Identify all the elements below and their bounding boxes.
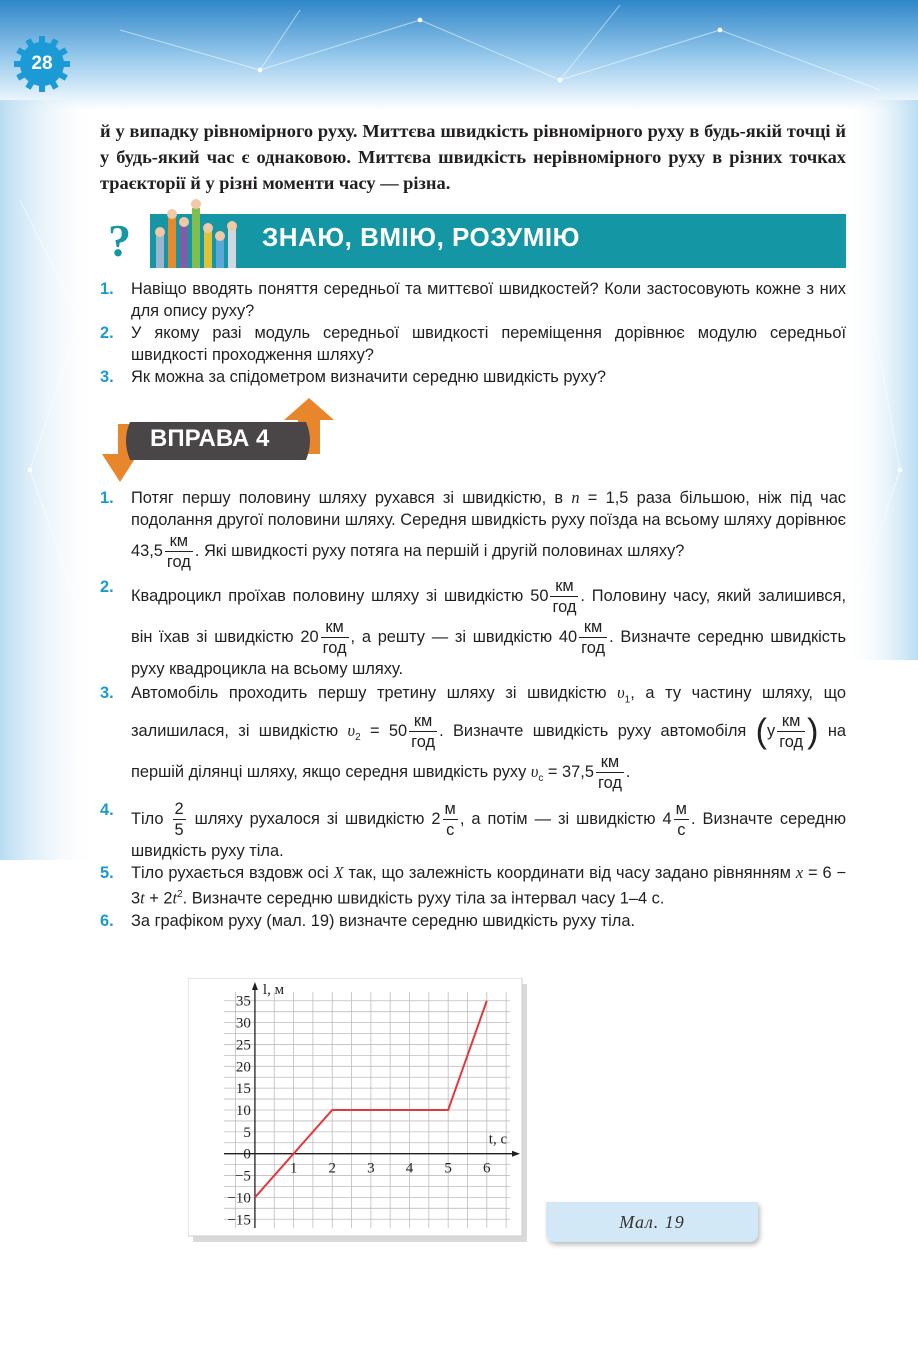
denominator: год [411,733,436,752]
question-text: Навіщо вводять поняття середньої та миттєвої швидкостей? Коли застосовують кожне з них для опису руху? [131,280,846,320]
numerator: 2 [174,800,184,819]
text: , а решту — зі швидкістю 40 [350,627,578,646]
text: . Визначте середню швидкість руху квадроцикла на всьому шляху. [131,627,846,678]
intro-paragraph: й у випадку рівномірного руху. Миттєва швидкість рівномірного руху в будь-якій точці й у будь-який час є однаковою. Миттєва швидкість нерівномірного руху в різних точках траєкторії й у різні моменти часу — різна. [100,121,846,193]
text: Потяг першу половину шляху рухався зі швидкістю, в [131,489,572,507]
variable: X [333,863,344,883]
y-tick-label: −5 [234,1168,251,1185]
y-axis-label: l, м [262,982,285,998]
x-tick-label: 2 [328,1160,336,1177]
text: Тіло [131,810,171,829]
unit-fraction [674,799,689,840]
y-tick-label: 25 [235,1037,251,1054]
exercise-item [100,862,846,909]
text: . Визначте середню швидкість руху тіла за інтервал часу 1–4 с. [182,889,665,908]
exercise-item [100,682,846,793]
exercise-number: 4. [100,801,114,820]
text: . Визначте швидкість руху автомобіля [439,722,756,741]
text: Автомобіль проходить першу третину шляху зі швидкістю [131,684,618,702]
y-tick-label: 35 [235,993,251,1010]
y-tick-label: 10 [235,1103,251,1119]
y-tick-label: 20 [235,1059,251,1076]
numerator: км [596,752,624,773]
exercise-item [100,799,846,862]
question-item [100,278,846,322]
x-axis-label: t, с [488,1131,508,1148]
figure-caption [546,1202,758,1242]
unit-fraction [321,617,349,658]
x-tick-label: 4 [405,1160,414,1177]
page-number-badge [14,36,70,92]
y-tick-label: −10 [227,1190,251,1207]
exercise-item [100,576,846,680]
unit-fraction [550,576,578,617]
text: у [766,722,776,741]
text: . Половину часу, який залишився, він їхав зі швидкістю 20 [131,586,847,646]
unit-fraction [596,752,624,793]
exercise-number: 6. [100,911,114,930]
unit-fraction [579,617,607,658]
text: За графіком руху (мал. 19) визначте середню швидкість руху тіла. [131,911,636,930]
text: = 50 [360,722,408,741]
text: Тіло рухається вздовж осі [131,864,334,883]
text: . [625,763,631,782]
raised-hands-icon [148,194,248,268]
y-tick-label: 5 [243,1124,251,1141]
x-tick-label: 6 [483,1160,491,1177]
subscript: с [538,773,544,785]
variable: υ [617,683,625,702]
text: , а ту частину шляху, що залишилася, зі швидкістю [131,684,846,741]
variable: t [172,888,178,908]
variable: n [571,488,580,507]
text: = 1,5 раза більшою, ніж під час подолання другої половини шляху. Середня швидкість руху поїзда на всьому шляху дорівнює 43,5 [131,489,847,560]
denominator: год [581,639,606,657]
exercise-item [100,487,846,572]
y-tick-label: 0 [243,1146,251,1163]
numerator: км [550,576,578,597]
numerator: км [321,617,349,638]
denominator: с [446,821,455,840]
denominator: год [552,598,577,616]
unit-fraction [443,799,458,840]
text: . Визначте середню швидкість руху тіла. [131,810,847,861]
y-tick-label: 30 [235,1015,251,1032]
question-number: 2. [100,324,114,342]
variable: x [795,863,804,883]
question-text: У якому разі модуль середньої швидкості переміщення дорівнює модулю середньої швидкості проходження шляху? [131,324,846,364]
exercise-number: 5. [100,864,114,883]
text: = 6 − 3 [131,864,847,908]
x-tick-label: 1 [289,1160,298,1177]
banner-question-bg [100,214,150,268]
text: . Які швидкості руху потяга на першій і другій половинах шляху? [194,541,685,560]
exercise-title: ВПРАВА 4 [150,425,270,452]
text: , а потім — зі швидкістю 4 [459,810,672,829]
question-item [100,366,846,388]
numerator: м [675,800,687,819]
fraction [173,799,186,840]
motion-graph [188,978,528,1242]
question-mark-icon: ? [108,215,131,266]
exercise-number: 1. [100,489,114,507]
unit-fraction [409,711,437,752]
y-tick-label: −15 [227,1212,251,1229]
exercise-item [100,910,846,932]
variable: t [140,888,145,908]
superscript: 2 [177,889,183,901]
denominator: с [677,821,686,840]
question-number: 1. [100,280,114,298]
subscript: 1 [624,694,631,706]
paren-close: ) [807,712,819,751]
denominator: 5 [174,821,184,840]
subscript: 2 [355,732,361,744]
variable: υ [530,762,539,782]
numerator: м [444,800,456,819]
question-item [100,322,846,366]
numerator: км [165,531,193,552]
paren-open: ( [755,712,767,751]
numerator: км [409,711,437,732]
exercise-header [100,398,336,484]
denominator: год [322,639,347,657]
text: + 2 [144,889,173,908]
page-number: 28 [31,53,53,74]
text: шляху рухалося зі швидкістю 2 [187,810,441,829]
question-text: Як можна за спідометром визначити середню швидкість руху? [131,368,606,386]
denominator: год [597,774,622,793]
banner-title: ЗНАЮ, ВМІЮ, РОЗУМІЮ [262,222,580,252]
review-questions [100,278,846,388]
exercise-number: 2. [100,578,114,596]
text: Квадроцикл проїхав половину шляху зі швидкістю 50 [131,586,549,605]
unit-fraction [165,531,193,572]
x-tick-label: 3 [367,1160,375,1177]
variable: υ [347,721,356,741]
x-tick-label: 5 [444,1160,452,1177]
numerator: км [777,711,805,732]
caption-text: Мал. 19 [619,1212,685,1232]
text: на першій ділянці шляху, якщо середня швидкість руху [131,722,846,782]
text: так, що залежність координати від часу задано рівнянням [343,864,796,883]
numerator: км [579,617,607,638]
text: = 37,5 [543,763,594,782]
exercise-number: 3. [100,684,114,702]
exercise-list [100,487,846,932]
denominator: год [779,733,804,752]
denominator: год [166,553,191,571]
unit-fraction [777,711,805,752]
question-number: 3. [100,368,114,386]
y-tick-label: 15 [235,1081,251,1098]
